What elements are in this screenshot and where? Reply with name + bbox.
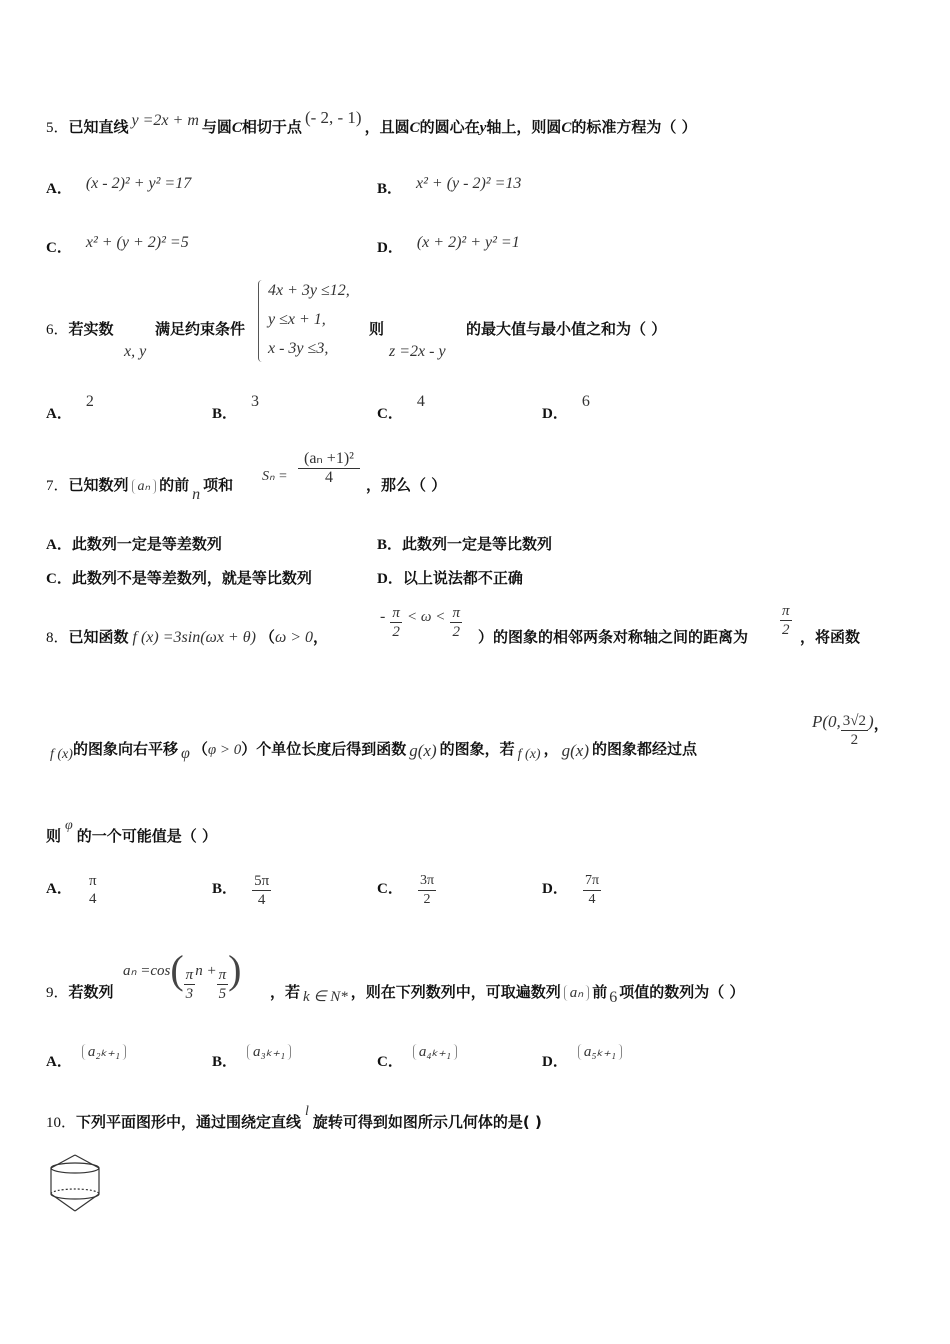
- q7-text: ，那么（ ）: [366, 476, 447, 494]
- q8-two: 2: [782, 622, 790, 638]
- option-label: D．: [542, 406, 568, 422]
- q8-option-c[interactable]: [377, 872, 436, 909]
- q6-text: 的最大值与最小值之和为（ ）: [466, 320, 667, 338]
- q10-axis-l: l: [305, 1104, 309, 1119]
- option-label: A．: [46, 181, 72, 197]
- q8-fx: f (x): [517, 747, 541, 762]
- q7-numerator: (aₙ +1)²: [298, 450, 360, 469]
- option-label: B．: [212, 1054, 238, 1070]
- option-label: A．: [46, 1054, 72, 1070]
- q8-text: （: [259, 628, 275, 646]
- q8-option-a[interactable]: [46, 872, 99, 908]
- option-denom: 4: [588, 892, 596, 907]
- q5-option-a[interactable]: [46, 172, 192, 197]
- q5-text: ，且圆: [364, 118, 410, 136]
- q7-text: 已知数列: [68, 476, 129, 494]
- option-math: (x - 2)² + y² =17: [85, 175, 192, 192]
- q10-text: 旋转可得到如图所示几何体的是( ): [312, 1113, 542, 1131]
- q5-number: 5．: [46, 120, 69, 136]
- option-math: 6: [581, 393, 590, 410]
- q6-brace: [258, 280, 263, 362]
- q8-stem-line2: [50, 738, 697, 762]
- q9-six: 6: [609, 989, 618, 1006]
- q9-text: 若数列: [68, 983, 114, 1001]
- q5-text: 轴上，则圆: [486, 118, 562, 136]
- q8-number: 8．: [46, 630, 69, 646]
- option-numer: 3π: [418, 872, 436, 891]
- option-math: 3: [251, 393, 260, 410]
- option-label: A．: [46, 537, 72, 553]
- q8-phi: φ: [180, 745, 190, 762]
- option-label: C．: [46, 571, 72, 587]
- q9-option-b[interactable]: [212, 1040, 291, 1070]
- q6-vars: x, y: [124, 343, 147, 360]
- q8-p-denom: 2: [850, 732, 859, 748]
- q8-function: f (x) =3sin(ωx + θ): [132, 629, 256, 646]
- option-math: x² + (y - 2)² =13: [416, 175, 522, 192]
- option-label: B．: [212, 881, 238, 897]
- q9-stem-a: [46, 981, 114, 1002]
- option-text: 此数列一定是等差数列: [71, 535, 222, 553]
- q9-pi: π: [185, 967, 194, 983]
- q8-range-mid: < ω <: [407, 609, 446, 625]
- option-text: 此数列不是等差数列，就是等比数列: [71, 569, 312, 587]
- q8-pi: π: [452, 605, 460, 621]
- option-label: B．: [377, 537, 403, 553]
- q8-p-numer: 3√2: [842, 713, 867, 729]
- q5-circle-c: C: [561, 120, 572, 136]
- q5-option-b[interactable]: [377, 172, 522, 197]
- q9-number: 9．: [46, 985, 69, 1001]
- option-denom: 4: [257, 892, 266, 908]
- q8-text: （: [192, 740, 208, 758]
- q6-option-b[interactable]: [212, 390, 260, 422]
- q8-omega-cond: ω > 0: [274, 629, 314, 646]
- q5-text: 已知直线: [68, 118, 129, 136]
- q8-two: 2: [392, 624, 400, 640]
- q7-option-c[interactable]: [46, 567, 312, 588]
- q5-stem: [46, 108, 697, 137]
- q5-text: 的标准方程为（ ）: [571, 118, 697, 136]
- q8-text: ）的图象的相邻两条对称轴之间的距离为: [478, 628, 749, 646]
- q7-denominator: 4: [324, 469, 333, 486]
- q8-text: 已知函数: [68, 628, 129, 646]
- option-text: 以上说法都不正确: [402, 569, 523, 587]
- q8-pi: π: [392, 605, 400, 621]
- q9-seq-text: aₙ: [569, 985, 584, 1001]
- q8-half-pi: [780, 602, 792, 639]
- q5-circle-c: C: [231, 120, 242, 136]
- q6-option-a[interactable]: [46, 390, 94, 422]
- option-math: a₅ₖ₊₁: [578, 1044, 622, 1060]
- q9-option-c[interactable]: [377, 1040, 457, 1070]
- q10-text: 下列平面图形中，通过围绕定直线: [76, 1113, 302, 1131]
- q8-p-open: P(0,: [812, 712, 841, 731]
- option-label: D．: [377, 571, 403, 587]
- q9-an: aₙ =cos: [123, 963, 171, 979]
- option-math: a₄ₖ₊₁: [413, 1044, 457, 1060]
- q5-text: 与圆: [201, 118, 232, 136]
- q8-minus: -: [380, 608, 386, 625]
- q6-text: 若实数: [68, 320, 114, 338]
- q9-five: 5: [218, 986, 227, 1002]
- option-denom: 4: [88, 891, 97, 907]
- q9-paren: (: [170, 947, 184, 992]
- option-math: 2: [85, 393, 94, 410]
- q8-stem-line1: [46, 626, 328, 647]
- option-label: A．: [46, 406, 72, 422]
- option-numer: 5π: [254, 873, 270, 889]
- q7-fraction: [298, 450, 360, 487]
- q9-pi: π: [218, 967, 227, 983]
- q6-constraint-1: 4x + 3y ≤12,: [268, 282, 350, 299]
- q7-text: 项和: [203, 476, 234, 494]
- q9-text: 项值的数列为（ ）: [619, 983, 745, 1001]
- q8-p-close: ): [868, 712, 874, 731]
- option-label: D．: [377, 240, 403, 256]
- q8-text: ，: [543, 740, 559, 758]
- q7-option-a[interactable]: [46, 533, 222, 554]
- q9-formula: [123, 947, 242, 1003]
- option-math: a₂ₖ₊₁: [82, 1044, 126, 1060]
- option-label: B．: [377, 181, 403, 197]
- option-label: B．: [212, 406, 238, 422]
- q8-point-p: [812, 712, 889, 749]
- q7-text: 的前: [159, 476, 190, 494]
- q8-text: 的图象向右平移: [72, 740, 178, 758]
- q5-line-eq: y =2x + m: [131, 112, 199, 129]
- q9-mid: n +: [195, 963, 217, 979]
- option-label: C．: [377, 1054, 403, 1070]
- q5-text: 的圆心在: [419, 118, 480, 136]
- option-math: (x + 2)² + y² =1: [416, 234, 520, 251]
- q8-text: ）个单位长度后得到函数: [241, 740, 407, 758]
- q6-number: 6．: [46, 322, 69, 338]
- q8-text: ，将函数: [800, 628, 861, 646]
- q8-text: 的图象都经过点: [591, 740, 697, 758]
- q9-text: ，则在下列数列中，可取遍数列: [350, 983, 561, 1001]
- option-label: D．: [542, 1054, 568, 1070]
- option-label: C．: [377, 881, 403, 897]
- q9-paren: ): [228, 947, 242, 992]
- q8-option-d[interactable]: [542, 872, 601, 909]
- q7-seq-text: aₙ: [137, 479, 151, 494]
- q6-text: 满足约束条件: [155, 320, 246, 338]
- q5-point: (- 2, - 1): [304, 108, 362, 127]
- q8-gx: g(x): [409, 741, 437, 760]
- q6-option-d[interactable]: [542, 390, 590, 422]
- q7-n: n: [192, 486, 201, 503]
- q9-k: k ∈ N*: [303, 989, 348, 1005]
- q10-number: 10．: [46, 1115, 77, 1131]
- q7-number: 7．: [46, 478, 69, 494]
- option-math: a₃ₖ₊₁: [247, 1044, 291, 1060]
- q6-text: 则: [369, 320, 385, 338]
- option-math: x² + (y + 2)² =5: [85, 234, 189, 251]
- q8-stem-line3: [46, 818, 217, 846]
- q9-stem-b: [270, 981, 745, 1006]
- q8-option-b[interactable]: [212, 872, 271, 909]
- q8-fx: f (x): [50, 747, 73, 762]
- q6-objective: z =2x - y: [389, 343, 446, 360]
- q8-phi: φ: [65, 818, 73, 833]
- q7-sequence: [132, 479, 157, 494]
- q9-option-d[interactable]: [542, 1040, 622, 1070]
- q5-y-axis: y: [479, 120, 487, 136]
- q7-option-b[interactable]: [377, 533, 552, 554]
- q8-theta-range: [380, 604, 462, 641]
- q9-three: 3: [185, 986, 194, 1002]
- q7-sn: Sₙ =: [262, 469, 288, 484]
- q7-option-d[interactable]: [377, 567, 523, 588]
- q6-stem: [46, 318, 114, 339]
- q8-two: 2: [452, 624, 460, 640]
- q6-option-c[interactable]: [377, 390, 425, 422]
- q7-stem: [46, 474, 234, 503]
- q9-sequence: [564, 985, 589, 1001]
- q8-text: 的图象，若: [439, 740, 515, 758]
- q8-phi-cond: φ > 0: [207, 742, 242, 758]
- q10-solid-figure: [48, 1154, 102, 1214]
- q8-text: 的一个可能值是（ ）: [76, 827, 217, 845]
- q8-text: 则: [46, 827, 62, 845]
- q10-stem: [46, 1104, 542, 1132]
- q6-constraint-2: y ≤x + 1,: [268, 311, 326, 328]
- q9-text: ，若: [270, 983, 301, 1001]
- q8-text: ，: [873, 715, 889, 733]
- q8-gx: g(x): [561, 741, 589, 760]
- q5-option-d[interactable]: [377, 231, 520, 256]
- option-label: C．: [377, 406, 403, 422]
- q9-option-a[interactable]: [46, 1040, 126, 1070]
- option-numer: 7π: [583, 872, 601, 891]
- option-label: C．: [46, 240, 72, 256]
- option-text: 此数列一定是等比数列: [402, 535, 553, 553]
- q9-text: 前: [592, 983, 608, 1001]
- option-denom: 2: [423, 892, 431, 907]
- q8-text: ，: [313, 628, 329, 646]
- q6-constraint-3: x - 3y ≤3,: [268, 340, 329, 357]
- q5-circle-c: C: [409, 120, 420, 136]
- option-label: D．: [542, 881, 568, 897]
- q5-text: 相切于点: [241, 118, 302, 136]
- q5-option-c[interactable]: [46, 231, 189, 256]
- option-label: A．: [46, 880, 72, 897]
- option-math: 4: [416, 393, 425, 410]
- option-numer: π: [88, 873, 97, 889]
- q8-pi: π: [782, 603, 790, 619]
